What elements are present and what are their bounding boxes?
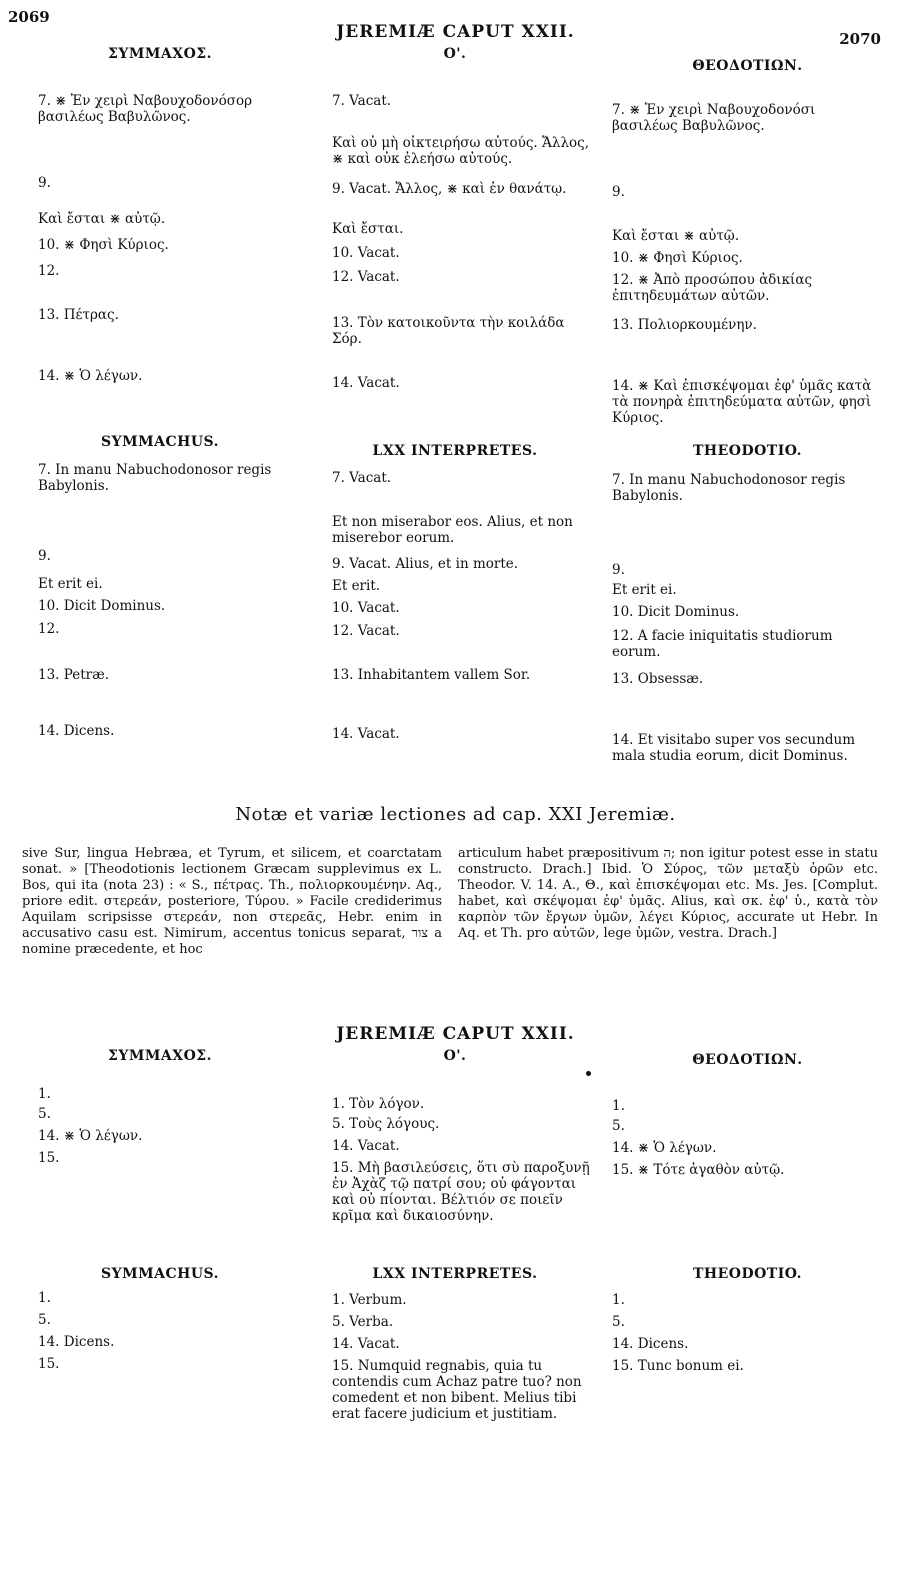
verse-entry: 12. Vacat. xyxy=(332,269,400,285)
verse-entry: 5. xyxy=(612,1314,625,1330)
verse-entry: 7. Vacat. xyxy=(332,470,392,486)
header-symmachus-greek-2: ΣΥΜΜΑΧΟΣ. xyxy=(107,1048,213,1064)
verse-entry: 14. Dicens. xyxy=(38,723,115,739)
header-theodotion-latin-2: THEODOTIO. xyxy=(692,1266,803,1282)
verse-entry: 13. Obsessæ. xyxy=(612,671,704,687)
latin-col-lxx-2 xyxy=(332,1292,590,1452)
verse-entry: 15. ⋇ Τότε ἀγαθὸν αὐτῷ. xyxy=(612,1162,785,1178)
greek-col-lxx xyxy=(332,93,590,393)
latin-col-theodotion-2 xyxy=(612,1292,882,1412)
header-lxx-greek-2: Ο'. xyxy=(443,1048,467,1064)
verse-entry: 10. ⋇ Φησὶ Κύριος. xyxy=(612,250,743,266)
verse-entry: Et erit. xyxy=(332,578,381,594)
section1-title: JEREMIÆ CAPUT XXII. xyxy=(336,22,575,42)
latin-col-theodotion xyxy=(612,472,882,792)
greek-col-theodotion-2 xyxy=(612,1098,882,1218)
verse-entry: 13. Inhabitantem vallem Sor. xyxy=(332,667,531,683)
verse-entry: 14. Et visitabo super vos secundum mala studia eorum, dicit Dominus. xyxy=(612,732,856,764)
verse-entry: 10. Vacat. xyxy=(332,245,400,261)
verse-entry: 10. Vacat. xyxy=(332,600,400,616)
notes-left-column: sive Sur, lingua Hebræa, et Tyrum, et silicem, et coarctatam sonat. » [Theodotionis lectionem Græcam supplevimus ex L. Bos, qui ita (nota 23) : « S., πέτρας. Th., πολιορκουμένην. Aq., priore edit. στερεάν, posteriore, Τύρου. » Facile crediderimus Aquilam scripsisse στερεάν, non στερεᾶς, Hebr. enim in accusativo casu est. Nimirum, accentus tonicus separat, צור a nomine præcedente, et hoc xyxy=(22,846,442,957)
verse-entry: 7. ⋇ Ἐν χειρὶ Ναβουχοδονόσι βασιλέως Βαβυλῶνος. xyxy=(612,102,816,134)
header-lxx-latin-2: LXX INTERPRETES. xyxy=(372,1266,538,1282)
greek-col-lxx-2 xyxy=(332,1096,590,1246)
verse-entry: 14. Vacat. xyxy=(332,1336,400,1352)
latin-col-lxx xyxy=(332,470,590,760)
verse-entry: 1. xyxy=(38,1290,51,1306)
verse-entry: Et erit ei. xyxy=(612,582,677,598)
verse-entry: 14. ⋇ Καὶ ἐπισκέψομαι ἐφ' ὑμᾶς κατὰ τὰ πονηρὰ ἐπιτηδεύματα αὐτῶν, φησὶ Κύριος. xyxy=(612,378,872,426)
verse-entry: 14. Dicens. xyxy=(612,1336,689,1352)
verse-entry: 5. xyxy=(38,1312,51,1328)
verse-entry: 15. xyxy=(38,1150,60,1166)
page-number-left: 2069 xyxy=(8,8,50,26)
latin-col-symmachus xyxy=(38,462,303,752)
verse-entry: 14. Vacat. xyxy=(332,375,400,391)
verse-entry: 7. In manu Nabuchodonosor regis Babylonis. xyxy=(38,462,272,494)
verse-entry: 12. A facie iniquitatis studiorum eorum. xyxy=(612,628,833,660)
verse-entry: 9. xyxy=(612,184,625,200)
header-theodotion-greek: ΘΕΟΔΟΤΙΩΝ. xyxy=(692,58,803,74)
verse-entry: 14. ⋇ Ὁ λέγων. xyxy=(38,368,143,384)
verse-entry: 14. ⋇ Ὁ λέγων. xyxy=(38,1128,143,1144)
verse-entry: Et erit ei. xyxy=(38,576,103,592)
verse-entry: 14. Dicens. xyxy=(38,1334,115,1350)
verse-entry: 14. ⋇ Ὁ λέγων. xyxy=(612,1140,717,1156)
verse-entry: 10. Dicit Dominus. xyxy=(38,598,166,614)
ornament-dot xyxy=(586,1071,591,1076)
page-number-right: 2070 xyxy=(839,30,881,48)
verse-entry: Καὶ οὐ μὴ οἰκτειρήσω αὐτούς. Ἄλλος, ⋇ καὶ οὐκ ἐλεήσω αὐτούς. xyxy=(332,135,589,167)
verse-entry: 5. Verba. xyxy=(332,1314,394,1330)
verse-entry: Καὶ ἔσται ⋇ αὐτῷ. xyxy=(612,228,740,244)
verse-entry: 13. Πολιορκουμένην. xyxy=(612,317,757,333)
header-theodotion-latin: THEODOTIO. xyxy=(692,443,803,459)
verse-entry: 12. ⋇ Ἀπὸ προσώπου ἀδικίας ἐπιτηδευμάτων αὐτῶν. xyxy=(612,272,813,304)
header-symmachus-latin: SYMMACHUS. xyxy=(100,434,220,450)
verse-entry: 1. xyxy=(612,1098,625,1114)
header-lxx-latin: LXX INTERPRETES. xyxy=(372,443,538,459)
greek-col-theodotion xyxy=(612,102,882,426)
header-symmachus-latin-2: SYMMACHUS. xyxy=(100,1266,220,1282)
verse-entry: 1. Τὸν λόγον. xyxy=(332,1096,425,1112)
header-lxx-greek: Ο'. xyxy=(443,46,467,62)
verse-entry: 9. Vacat. Ἄλλος, ⋇ καὶ ἐν θανάτῳ. xyxy=(332,181,567,197)
verse-entry: 15. xyxy=(38,1356,60,1372)
header-symmachus-greek: ΣΥΜΜΑΧΟΣ. xyxy=(107,46,213,62)
verse-entry: 5. xyxy=(38,1106,51,1122)
section2-title: JEREMIÆ CAPUT XXII. xyxy=(336,1024,575,1044)
verse-entry: Καὶ ἔσται ⋇ αὐτῷ. xyxy=(38,211,166,227)
latin-col-symmachus-2 xyxy=(38,1290,303,1410)
verse-entry: 13. Petræ. xyxy=(38,667,110,683)
greek-col-symmachus xyxy=(38,93,303,393)
verse-entry: 15. Tunc bonum ei. xyxy=(612,1358,744,1374)
verse-entry: 5. xyxy=(612,1118,625,1134)
notes-right-column: articulum habet præpositivum ה; non igitur potest esse in statu constructo. Drach.] Ibid. Ὁ Σύρος, τῶν μεταξὺ ὀρῶν etc. Theodor. V. 14. Α., Θ., καὶ ἐπισκέψομαι etc. Ms. Jes. [Complut. habet, καὶ σκέψομαι ἐφ' ὑμᾶς. Alius, καὶ σκ. ἐφ' ὑ., κατὰ τὸν καρπὸν τῶν ἔργων ὑμῶν, λέγει Κύριος, accurate ut Hebr. In Aq. et Th. pro αὐτῶν, lege ὑμῶν, vestra. Drach.] xyxy=(458,846,878,941)
verse-entry: 7. In manu Nabuchodonosor regis Babylonis. xyxy=(612,472,846,504)
verse-entry: 1. xyxy=(612,1292,625,1308)
verse-entry: 12. xyxy=(38,263,60,279)
header-theodotion-greek-2: ΘΕΟΔΟΤΙΩΝ. xyxy=(692,1052,803,1068)
greek-col-symmachus-2 xyxy=(38,1086,303,1206)
verse-entry: 13. Πέτρας. xyxy=(38,307,119,323)
verse-entry: 7. Vacat. xyxy=(332,93,392,109)
verse-entry: Et non miserabor eos. Alius, et non miserebor eorum. xyxy=(332,514,573,546)
verse-entry: 9. Vacat. Alius, et in morte. xyxy=(332,556,519,572)
verse-entry: Καὶ ἔσται. xyxy=(332,221,404,237)
verse-entry: 15. Μὴ βασιλεύσεις, ὅτι σὺ παροξυνῇ ἐν Ἀχὰζ τῷ πατρί σου; οὐ φάγονται καὶ οὐ πίονται. Βέλτιόν σε ποιεῖν κρῖμα καὶ δικαιοσύνην. xyxy=(332,1160,590,1224)
verse-entry: 1. Verbum. xyxy=(332,1292,407,1308)
verse-entry: 14. Vacat. xyxy=(332,1138,400,1154)
verse-entry: 5. Τοὺς λόγους. xyxy=(332,1116,440,1132)
verse-entry: 1. xyxy=(38,1086,51,1102)
verse-entry: 14. Vacat. xyxy=(332,726,400,742)
verse-entry: 9. xyxy=(38,548,51,564)
verse-entry: 13. Τὸν κατοικοῦντα τὴν κοιλάδα Σόρ. xyxy=(332,315,565,347)
verse-entry: 12. Vacat. xyxy=(332,623,400,639)
verse-entry: 10. ⋇ Φησὶ Κύριος. xyxy=(38,237,169,253)
verse-entry: 9. xyxy=(612,562,625,578)
verse-entry: 10. Dicit Dominus. xyxy=(612,604,740,620)
notes-title: Notæ et variæ lectiones ad cap. XXI Jeremiæ. xyxy=(235,804,676,825)
verse-entry: 15. Numquid regnabis, quia tu contendis cum Achaz patre tuo? non comedent et non bibent. Melius tibi erat facere judicium et justitiam. xyxy=(332,1358,582,1422)
verse-entry: 12. xyxy=(38,621,60,637)
verse-entry: 9. xyxy=(38,175,51,191)
verse-entry: 7. ⋇ Ἐν χειρὶ Ναβουχοδονόσορ βασιλέως Βαβυλῶνος. xyxy=(38,93,253,125)
